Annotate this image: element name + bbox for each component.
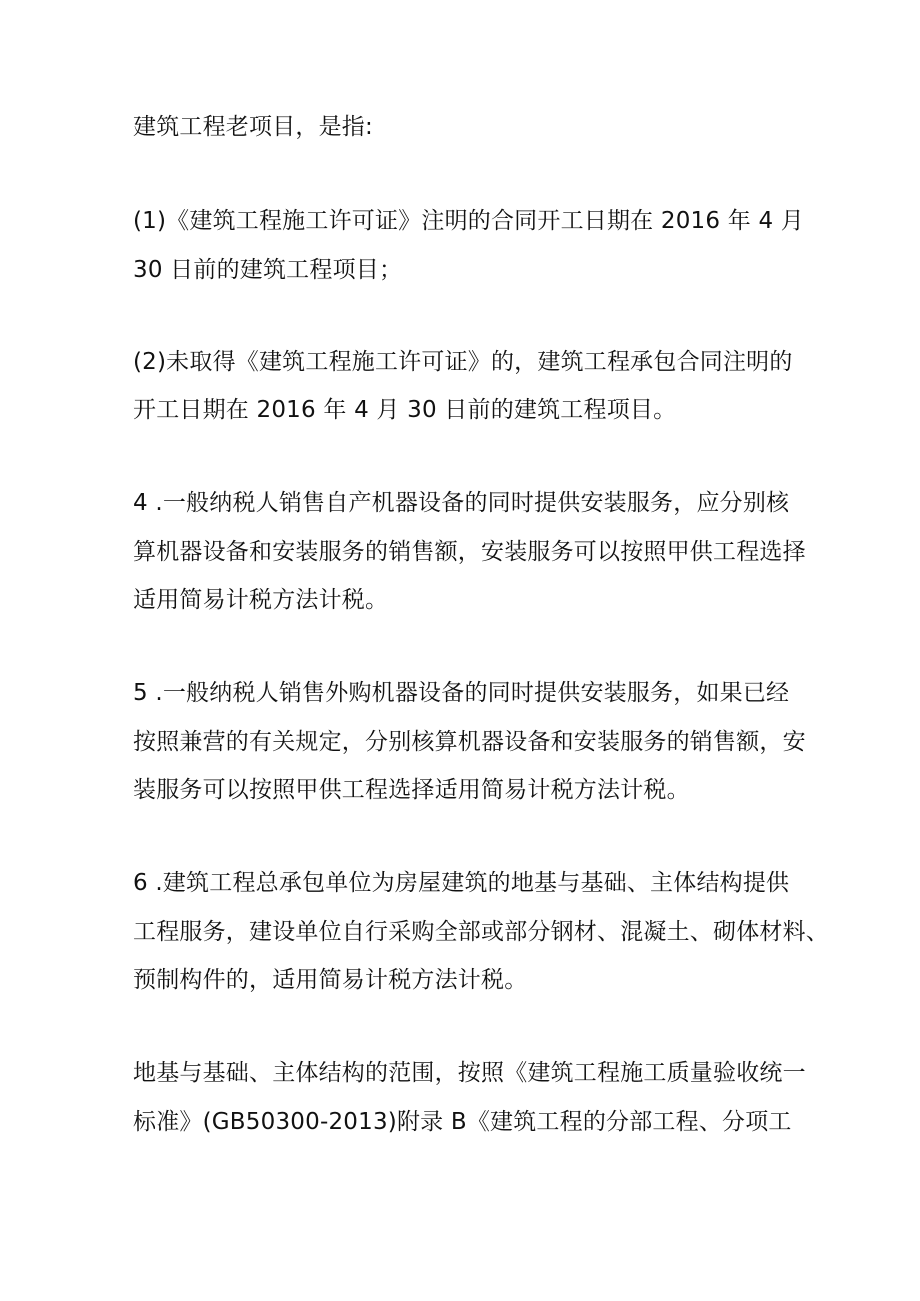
paragraph-line: 30 日前的建筑工程项目； xyxy=(133,257,403,283)
paragraph-line: 地基与基础、主体结构的范围，按照《建筑工程施工质量验收统一 xyxy=(133,1060,806,1086)
paragraph-line: (1)《建筑工程施工许可证》注明的合同开工日期在 2016 年 4 月 xyxy=(133,208,804,234)
paragraph-line: 5 .一般纳税人销售外购机器设备的同时提供安装服务，如果已经 xyxy=(133,680,790,706)
paragraph-line: 按照兼营的有关规定，分别核算机器设备和安装服务的销售额，安 xyxy=(133,729,806,755)
paragraph-line: 6 .建筑工程总承包单位为房屋建筑的地基与基础、主体结构提供 xyxy=(133,870,790,896)
paragraph-line: 开工日期在 2016 年 4 月 30 日前的建筑工程项目。 xyxy=(133,397,677,423)
paragraph-line: 适用简易计税方法计税。 xyxy=(133,587,389,613)
paragraph-line: (2)未取得《建筑工程施工许可证》的，建筑工程承包合同注明的 xyxy=(133,349,793,375)
paragraph-line: 建筑工程老项目，是指: xyxy=(133,114,373,140)
paragraph-line: 4 .一般纳税人销售自产机器设备的同时提供安装服务，应分别核 xyxy=(133,490,790,516)
paragraph-line: 算机器设备和安装服务的销售额，安装服务可以按照甲供工程选择 xyxy=(133,539,806,565)
paragraph-line: 工程服务，建设单位自行采购全部或部分钢材、混凝土、砌体材料、 xyxy=(133,919,829,945)
paragraph-line: 装服务可以按照甲供工程选择适用简易计税方法计税。 xyxy=(133,777,690,803)
paragraph-line: 标准》(GB50300-2013)附录 B《建筑工程的分部工程、分项工 xyxy=(133,1109,792,1135)
paragraph-line: 预制构件的，适用简易计税方法计税。 xyxy=(133,967,528,993)
